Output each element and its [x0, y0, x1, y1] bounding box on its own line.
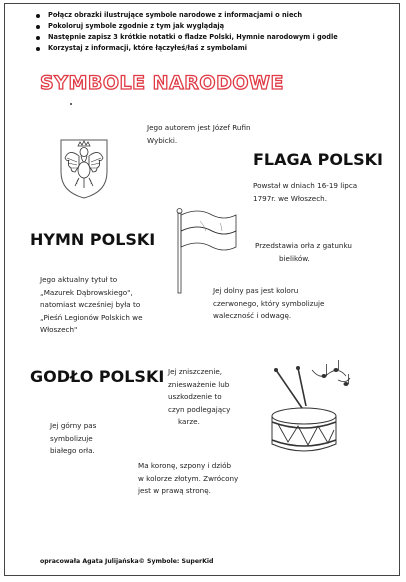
instruction-item: Połącz obrazki ilustrujące symbole narodowe z informacjami o niech — [36, 10, 338, 21]
heading-flag: FLAGA POLSKI — [253, 150, 383, 169]
stray-dot — [70, 103, 72, 105]
note-top-stripe: Jej górny pas symbolizuje białego orła. — [50, 421, 97, 455]
heading-emblem: GODŁO POLSKI — [30, 367, 165, 386]
page-title: SYMBOLE NARODOWE — [40, 72, 284, 94]
instruction-item: Pokoloruj symbole zgodnie z tym jak wyglądają — [36, 21, 338, 32]
note-author: Jego autorem jest Józef Rufin Wybicki. — [147, 123, 251, 145]
instruction-item: Korzystaj z informacji, które łączyłeś/łaś z symbolami — [36, 43, 338, 54]
footer-credit: opracowała Agata Julijańska© Symbole: SuperKid — [40, 558, 214, 565]
note-anthem-title: Jego aktualny tytuł to „Mazurek Dąbrowskiego", natomiast wcześniej była to „Pieśń Legionów Polskich we Włoszech" — [40, 275, 143, 334]
heading-anthem: HYMN POLSKI — [30, 230, 156, 249]
eagle-emblem-icon — [57, 136, 111, 200]
note-eagle: Przedstawia orła z gatunku bielików. — [255, 241, 352, 263]
drum-icon — [266, 360, 356, 460]
note-crown: Ma koronę, szpony i dziób w kolorze złotym. Zwrócony jest w prawą stronę. — [138, 461, 239, 495]
note-created: Powstał w dniach 16-19 lipca 1797r. we Włoszech. — [253, 181, 358, 203]
polish-flag-icon — [170, 205, 240, 295]
note-destroy: Jej zniszczenie, zniesważenie lub uszkodzenie to czyn podlegający karze. — [168, 367, 231, 426]
note-bottom-stripe: Jej dolny pas jest koloru czerwonego, który symbolizuje waleczność i odwagę. — [213, 286, 325, 320]
instruction-item: Następnie zapisz 3 krótkie notatki o fladze Polski, Hymnie narodowym i godle — [36, 32, 338, 43]
instructions-list — [36, 10, 338, 54]
